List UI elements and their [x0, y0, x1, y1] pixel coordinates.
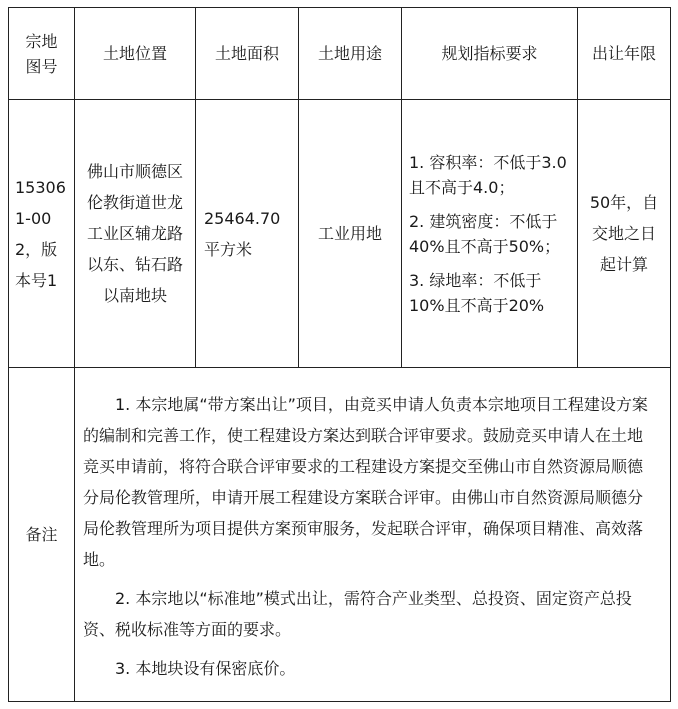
header-location: 土地位置: [75, 8, 196, 100]
note-item: 3. 本地块设有保密底价。: [115, 659, 296, 678]
requirement-green: 3. 绿地率：不低于10%且不高于20%: [409, 270, 545, 315]
header-requirements: 规划指标要求: [402, 8, 578, 100]
header-area: 土地面积: [196, 8, 299, 100]
cell-requirements: [402, 100, 578, 368]
land-parcel-table: [8, 7, 671, 702]
cell-term: 50年，自交地之日起计算: [578, 100, 671, 368]
header-term: 出让年限: [578, 8, 671, 100]
requirement-far: 1. 容积率：不低于3.0且不高于4.0；: [409, 152, 567, 197]
cell-lot-no: 153061-002，版本号1: [9, 100, 75, 368]
cell-use: 工业用地: [299, 100, 402, 368]
notes-row: [9, 368, 671, 702]
notes-content: [75, 368, 671, 702]
cell-location: 佛山市顺德区伦教街道世龙工业区辅龙路以东、钻石路以南地块: [75, 100, 196, 368]
header-lot-no: 宗地图号: [9, 8, 75, 100]
note-item: 1. 本宗地属“带方案出让”项目，由竞买申请人负责本宗地项目工程建设方案的编制和完善工作，使工程建设方案达到联合评审要求。鼓励竞买申请人在土地竞买申请前，将符合联合评审要求的工程建设方案提交至佛山市自然资源局顺德分局伦教管理所，申请开展工程建设方案联合评审。由佛山市自然资源局顺德分局伦教管理所为项目提供方案预审服务，发起联合评审，确保项目精准、高效落地。: [83, 395, 648, 569]
header-row: [9, 8, 671, 100]
note-item: 2. 本宗地以“标准地”模式出让，需符合产业类型、总投资、固定资产总投资、税收标准等方面的要求。: [83, 589, 632, 639]
header-use: 土地用途: [299, 8, 402, 100]
cell-area: 25464.70平方米: [196, 100, 299, 368]
notes-label: 备注: [9, 368, 75, 702]
table-row: [9, 100, 671, 368]
requirement-density: 2. 建筑密度：不低于40%且不高于50%；: [409, 211, 561, 256]
